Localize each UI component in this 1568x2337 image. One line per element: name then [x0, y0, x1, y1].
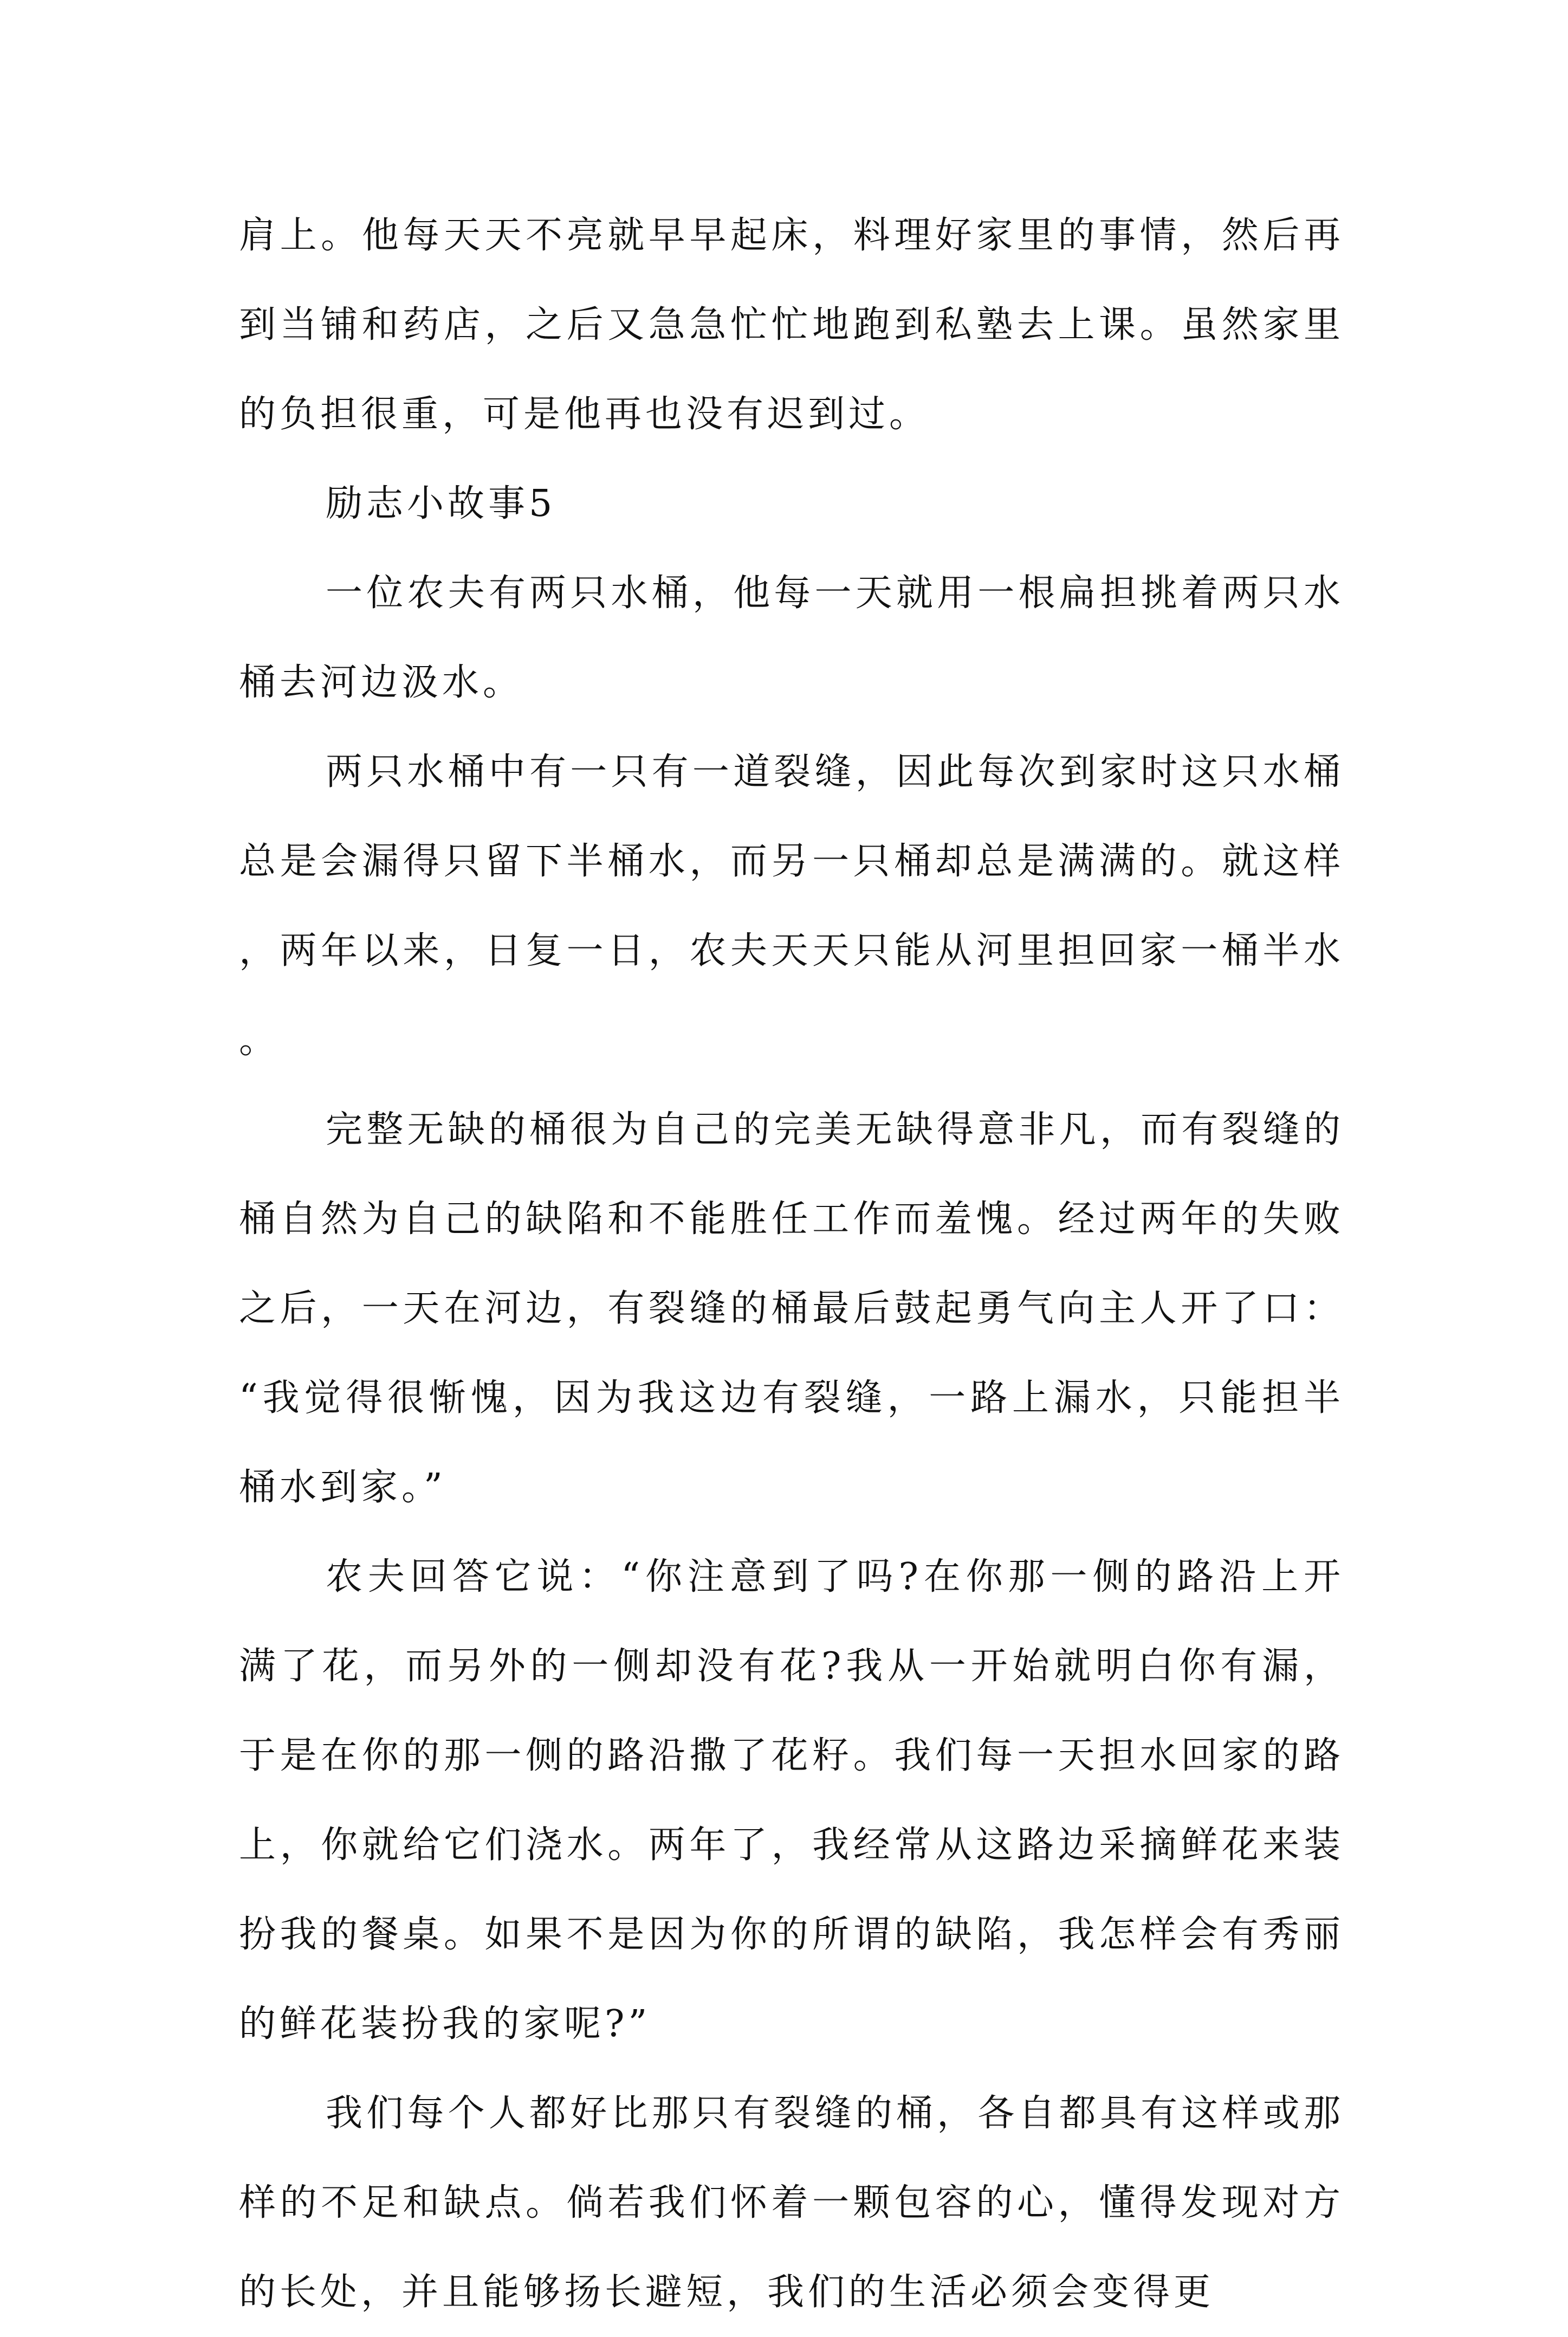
paragraph-2: 一位农夫有两只水桶，他每一天就用一根扁担挑着两只水桶去河边汲水。	[239, 572, 1344, 704]
section-heading: 励志小故事5	[326, 482, 556, 525]
paragraph-5: 农夫回答它说：“你注意到了吗?在你那一侧的路沿上开满了花，而另外的一侧却没有花?我从一开始就明白你有漏，于是在你的那一侧的路沿撒了花籽。我们每一天担水回家的路上，你就给它们浇水。两年了，我经常从这路边采摘鲜花来装扮我的餐桌。如果不是因为你的所谓的缺陷，我怎样会有秀丽的鲜花装扮我的家呢?”	[239, 1555, 1344, 2045]
paragraph-3: 两只水桶中有一只有一道裂缝，因此每次到家时这只水桶总是会漏得只留下半桶水，而另一只桶却总是满满的。就这样，两年以来，日复一日，农夫天天只能从河里担回家一桶半水。	[239, 751, 1344, 1062]
paragraph-4: 完整无缺的桶很为自己的完美无缺得意非凡，而有裂缝的桶自然为自己的缺陷和不能胜任工作而羞愧。经过两年的失败之后，一天在河边，有裂缝的桶最后鼓起勇气向主人开了口：“我觉得很惭愧，因为我这边有裂缝，一路上漏水，只能担半桶水到家。”	[239, 1108, 1344, 1509]
document-body	[239, 191, 1344, 2337]
paragraph-6: 我们每个人都好比那只有裂缝的桶，各自都具有这样或那样的不足和缺点。倘若我们怀着一颗包容的心，懂得发现对方的长处，并且能够扬长避短，我们的生活必须会变得更	[239, 2092, 1344, 2314]
paragraph-1: 肩上。他每天天不亮就早早起床，料理好家里的事情，然后再到当铺和药店，之后又急急忙忙地跑到私塾去上课。虽然家里的负担很重，可是他再也没有迟到过。	[239, 214, 1344, 436]
